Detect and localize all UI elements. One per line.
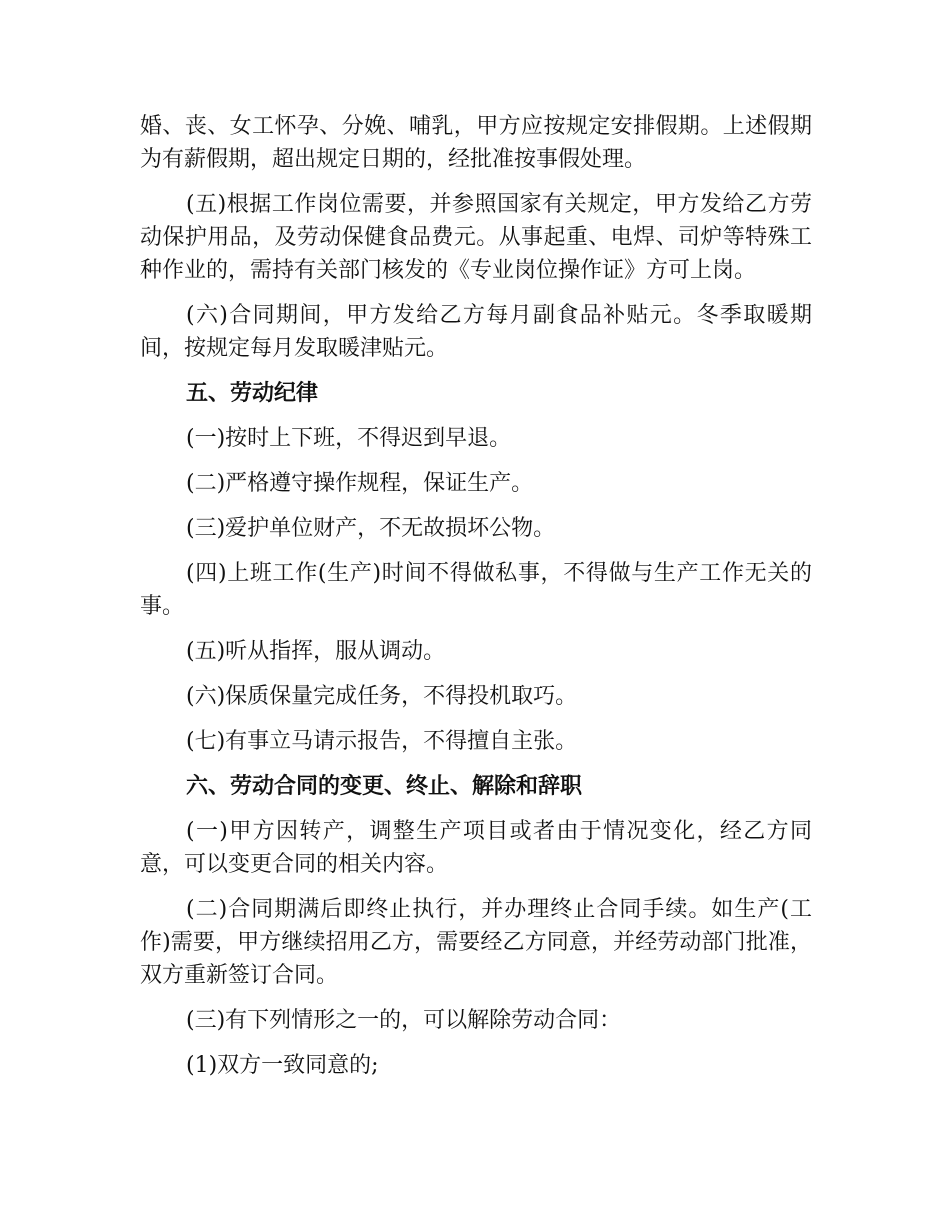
list-item-contract-change-1: (一)甲方因转产，调整生产项目或者由于情况变化，经乙方同意，可以变更合同的相关内容。 bbox=[140, 819, 812, 877]
list-item-discipline-7: (七)有事立马请示报告，不得擅自主张。 bbox=[186, 729, 578, 754]
list-item-discipline-6: (六)保质保量完成任务，不得投机取巧。 bbox=[186, 684, 578, 709]
list-item-discipline-1: (一)按时上下班，不得迟到早退。 bbox=[186, 426, 512, 451]
list-item-termination-condition-1: (1)双方一致同意的; bbox=[186, 1053, 379, 1078]
document-page bbox=[140, 110, 812, 1094]
list-item-discipline-4: (四)上班工作(生产)时间不得做私事，不得做与生产工作无关的事。 bbox=[140, 561, 812, 619]
list-item-discipline-5: (五)听从指挥，服从调动。 bbox=[186, 639, 446, 664]
paragraph-leave-continuation: 婚、丧、女工怀孕、分娩、哺乳，甲方应按规定安排假期。上述假期为有薪假期，超出规定日期的，经批准按事假处理。 bbox=[140, 114, 812, 172]
paragraph-protective-equipment: (五)根据工作岗位需要，并参照国家有关规定，甲方发给乙方劳动保护用品，及劳动保健食品费元。从事起重、电焊、司炉等特殊工种作业的，需持有关部门核发的《专业岗位操作证》方可上岗。 bbox=[140, 192, 812, 283]
list-item-discipline-3: (三)爱护单位财产，不无故损坏公物。 bbox=[186, 516, 556, 541]
list-item-contract-change-3: (三)有下列情形之一的，可以解除劳动合同： bbox=[186, 1008, 622, 1033]
section-heading-labor-discipline: 五、劳动纪律 bbox=[186, 380, 319, 406]
section-heading-contract-changes: 六、劳动合同的变更、终止、解除和辞职 bbox=[186, 773, 583, 799]
list-item-contract-change-2: (二)合同期满后即终止执行，并办理终止合同手续。如生产(工作)需要，甲方继续招用乙方，需要经乙方同意，并经劳动部门批准，双方重新签订合同。 bbox=[140, 897, 812, 988]
paragraph-food-subsidy: (六)合同期间，甲方发给乙方每月副食品补贴元。冬季取暖期间，按规定每月发取暖津贴元。 bbox=[140, 303, 812, 361]
list-item-discipline-2: (二)严格遵守操作规程，保证生产。 bbox=[186, 471, 534, 496]
